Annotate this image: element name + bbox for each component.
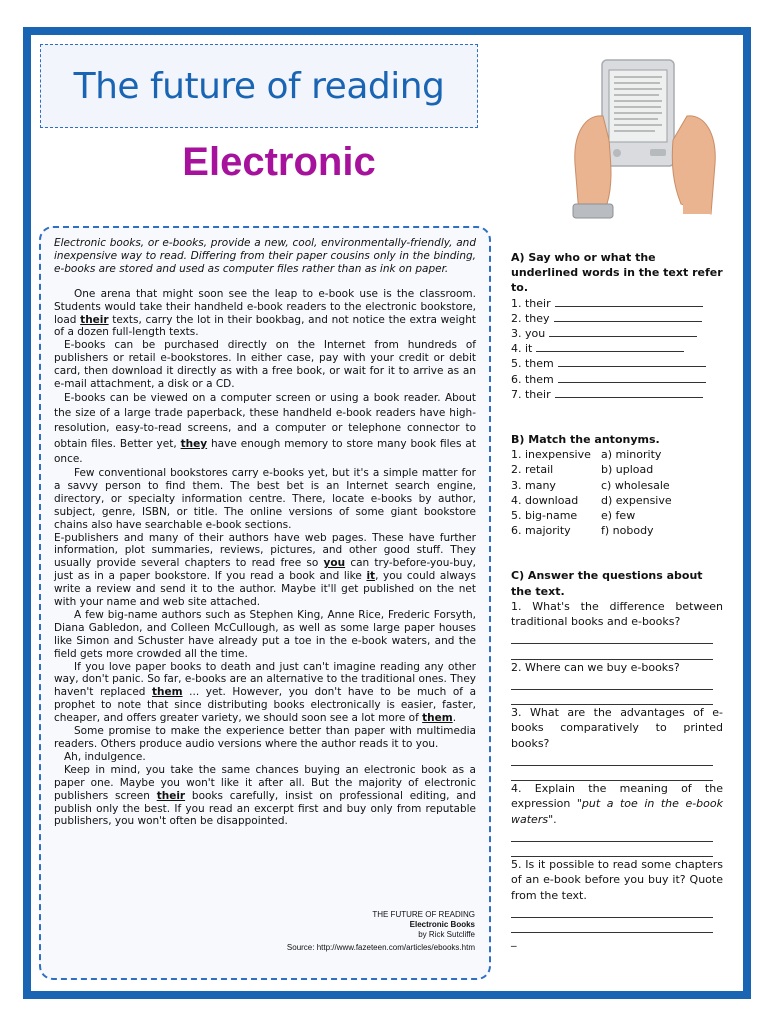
exercise-a-item: 6. them: [511, 372, 723, 387]
source-link: Source: http://www.fazeteen.com/articles/ebooks.htm: [286, 943, 475, 952]
end-mark: _: [511, 934, 517, 948]
article-paragraph: If you love paper books to death and just can't imagine reading any other way, don't panic. So far, e-books are an alternative to the traditional ones. They haven't replaced them ... yet. However, you don't have to be much of a prophet to note that since distributing books electronically is easier, faster, cheaper, and offers greater variety, we should soon see a lot more of them.: [54, 660, 477, 725]
question-5: 5. Is it possible to read some chapters of an e-book before you buy it? Quote from the text.: [511, 858, 723, 902]
article-text: [39, 226, 491, 980]
answer-line[interactable]: [511, 903, 713, 918]
page-subtitle: Electronic: [182, 140, 376, 184]
exercise-a-item: 5. them: [511, 356, 723, 371]
answer-line[interactable]: [511, 842, 713, 857]
page-title: The future of reading: [73, 65, 445, 107]
article-paragraph: Keep in mind, you take the same chances buying an electronic book as a paper one. Maybe you won't like it after all. But the majority of electronic publishers screen their books carefully, insist on professional editing, and publish only the best. If you read an excerpt first and buy only from reputable publishers, you won't often be disappointed.: [54, 763, 476, 828]
antonym-row: 2. retail b) upload: [511, 463, 654, 477]
answer-blank[interactable]: [554, 313, 702, 322]
article-paragraph: One arena that might soon see the leap to e-book use is the classroom. Students would take their handheld e-book readers to the electronic bookstore, load their texts, carry the lot in their bookbag, and not notice the extra weight of a dozen full-length texts.: [54, 287, 476, 339]
antonym-row: 4. download d) expensive: [511, 493, 672, 507]
answer-line[interactable]: [511, 644, 713, 659]
article-paragraph: Some promise to make the experience better than paper with multimedia readers. Others produce audio versions where the author reads it to you.: [54, 725, 476, 751]
article-intro: Electronic books, or e-books, provide a new, cool, environmentally-friendly, and inexpensive way to read. Differing from their paper cousins only in the binding, e-books are stored and used as computer files rather than as ink on paper.: [54, 237, 476, 275]
underlined-word: them: [422, 712, 453, 725]
title-box: [40, 44, 478, 128]
answer-blank[interactable]: [558, 358, 706, 367]
antonym-row: 6. majority f) nobody: [511, 524, 654, 538]
underlined-word: them: [152, 686, 183, 699]
answer-blank[interactable]: [555, 389, 703, 398]
underlined-word: you: [323, 557, 346, 570]
answer-line[interactable]: [511, 918, 713, 933]
answer-blank[interactable]: [558, 374, 706, 383]
article-credit: THE FUTURE OF READING Electronic Books by Rick Sutcliffe Source: http://www.fazeteen.com/articles/ebooks.htm: [286, 910, 475, 952]
exercise-a-item: 3. you: [511, 326, 723, 341]
answer-blank[interactable]: [555, 298, 703, 307]
question-2: 2. Where can we buy e-books?: [511, 660, 680, 674]
question-3: 3. What are the advantages of e-books comparatively to printed books?: [511, 706, 723, 750]
antonym-row: 3. many c) wholesale: [511, 478, 670, 492]
exercise-a-item: 4. it: [511, 341, 723, 356]
answer-blank[interactable]: [549, 328, 697, 337]
answer-line[interactable]: [511, 629, 713, 644]
article-paragraph: E-books can be viewed on a computer screen or using a book reader. About the size of a large trade paperback, these handheld e-book readers have high-resolution, easy-to-read screens, and a computer or telephone connector to obtain files. Better yet, they have enough memory to store many book files at once.: [54, 391, 476, 465]
exercise-a-heading: A) Say who or what the underlined words in the text refer to.: [511, 251, 723, 295]
exercise-b-heading: B) Match the antonyms.: [511, 433, 660, 447]
antonym-row: 5. big-name e) few: [511, 509, 636, 523]
article-paragraph: Few conventional bookstores carry e-books yet, but it's a simple matter for a savvy person to find them. The best bet is an Internet search engine, directory, or specialty information centre. There, locate e-books by author, subject, genre, ISBN, or title. The online versions of some giant bookstore chains also have searchable e-book sections.: [54, 466, 476, 531]
article-paragraph: A few big-name authors such as Stephen King, Anne Rice, Frederic Forsyth, Diana Gabledon, and Colleen McCullough, as well as some large paper houses like Simon and Schuster have already put a toe in the e-book waters, and the field gets more crowded all the time.: [54, 608, 476, 660]
underlined-word: it: [366, 570, 376, 583]
underlined-word: they: [180, 437, 208, 450]
article-paragraph: E-publishers and many of their authors have web pages. These have further information, plot summaries, reviews, pictures, and other good stuff. They usually provide several chapters to read free so you can try-before-you-buy, just as in a paper bookstore. If you read a book and like it, you could always write a review and send it to the author. Maybe it'll get published on the net with your name and web site attached.: [54, 531, 477, 609]
hands-holding-ereader-photo: [555, 44, 735, 240]
antonym-row: 1. inexpensive a) minority: [511, 448, 662, 462]
underlined-word: their: [156, 789, 186, 802]
article-paragraph: E-books can be purchased directly on the Internet from hundreds of publishers or retail e-bookstores. In either case, pay with your credit or debit card, then download it directly as with a free book, or wait for it to arrive as an e-mail attachment, a disk or a CD.: [54, 339, 476, 391]
underlined-word: their: [80, 313, 109, 326]
question-4: 4. Explain the meaning of the expression "put a toe in the e-book waters".: [511, 782, 723, 826]
exercise-a-item: 1. their: [511, 296, 723, 311]
exercise-c-heading: C) Answer the questions about the text.: [511, 569, 703, 598]
question-1: 1. What's the difference between traditional books and e-books?: [511, 599, 723, 629]
article-paragraph: Ah, indulgence.: [64, 750, 146, 763]
answer-line[interactable]: [511, 751, 713, 766]
answer-line[interactable]: [511, 690, 713, 705]
answer-line[interactable]: [511, 675, 713, 690]
answer-blank[interactable]: [536, 343, 684, 352]
exercise-a-item: 7. their: [511, 387, 723, 402]
exercises-column: [511, 250, 723, 948]
answer-line[interactable]: [511, 766, 713, 781]
answer-line[interactable]: [511, 827, 713, 842]
exercise-a-item: 2. they: [511, 311, 723, 326]
